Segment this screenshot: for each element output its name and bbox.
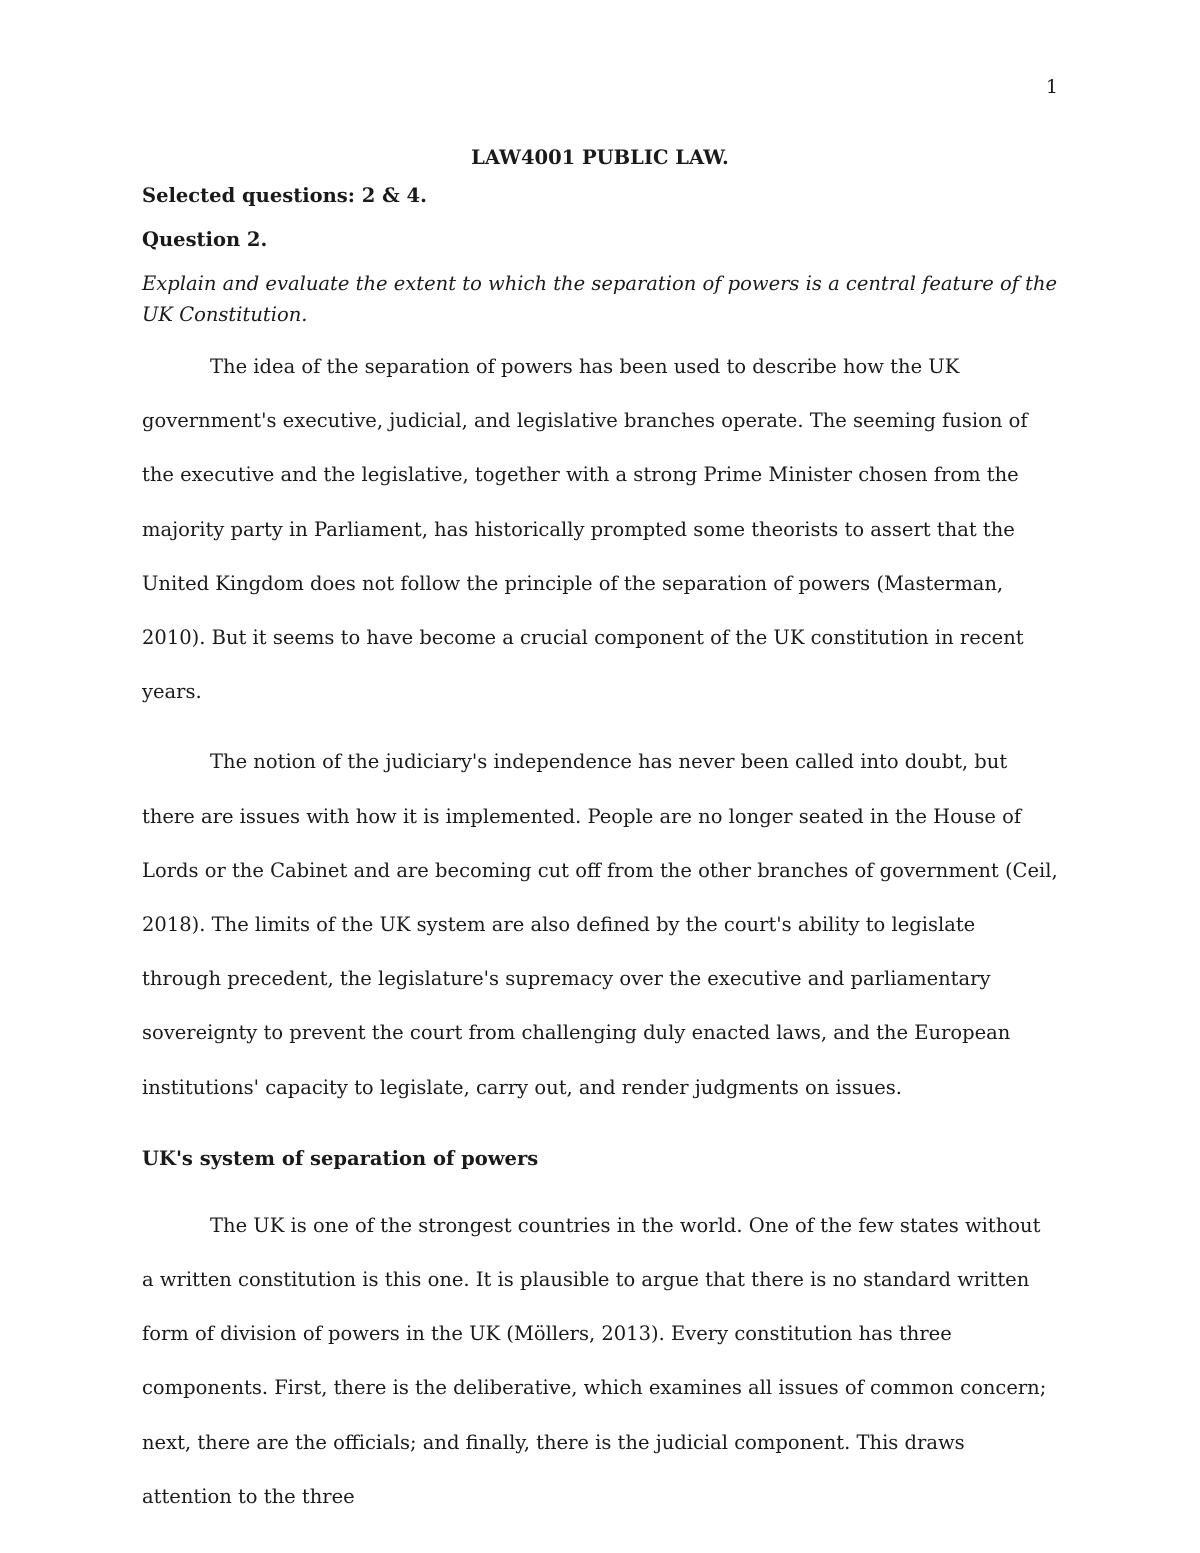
question-heading: Question 2.: [142, 228, 268, 251]
document-body: [142, 142, 1058, 1524]
page-number: 1: [1045, 76, 1058, 98]
document-title: LAW4001 PUBLIC LAW.: [471, 146, 729, 169]
question-prompt: Explain and evaluate the extent to which the separation of powers is a central feature of the UK Constitution.: [142, 272, 1058, 326]
paragraph: The UK is one of the strongest countries in the world. One of the few states without a written constitution is this one. It is plausible to argue that there is no standard written form of division of powers in the UK (Möllers, 2013). Every constitution has three components. First, there is the deliberative, which examines all issues of common concern; next, there are the officials; and finally, there is the judicial component. This draws attention to the three: [142, 1213, 1047, 1508]
paragraph: The idea of the separation of powers has been used to describe how the UK government's executive, judicial, and legislative branches operate. The seeming fusion of the executive and the legislative, together with a strong Prime Minister chosen from the majority party in Parliament, has historically prompted some theorists to assert that the United Kingdom does not follow the principle of the separation of powers (Masterman, 2010). But it seems to have become a crucial component of the UK constitution in recent years.: [142, 355, 1028, 704]
section-heading: UK's system of separation of powers: [142, 1146, 539, 1170]
paragraph: The notion of the judiciary's independence has never been called into doubt, but there are issues with how it is implemented. People are no longer seated in the House of Lords or the Cabinet and are becoming cut off from the other branches of government (Ceil, 2018). The limits of the UK system are also defined by the court's ability to legislate through precedent, the legislature's supremacy over the executive and parliamentary sovereignty to prevent the court from challenging duly enacted laws, and the European institutions' capacity to legislate, carry out, and render judgments on issues.: [142, 750, 1058, 1099]
selected-questions: Selected questions: 2 & 4.: [142, 184, 427, 207]
